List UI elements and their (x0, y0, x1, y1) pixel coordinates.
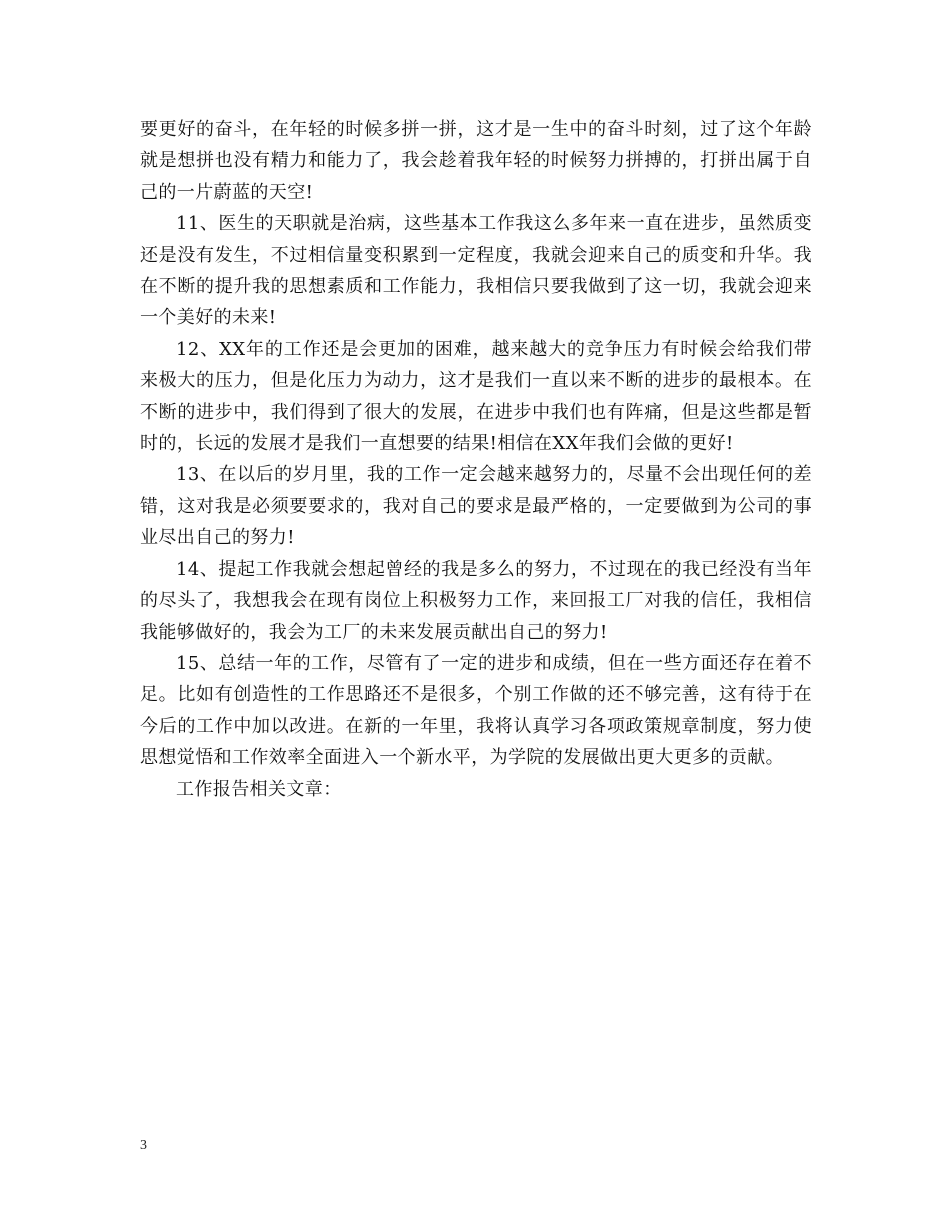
paragraph-15: 15、总结一年的工作，尽管有了一定的进步和成绩，但在一些方面还存在着不足。比如有创造性的工作思路还不是很多，个别工作做的还不够完善，这有待于在今后的工作中加以改进。在新的一年里，我将认真学习各项政策规章制度，努力使思想觉悟和工作效率全面进入一个新水平，为学院的发展做出更大更多的贡献。 (140, 652, 812, 769)
paragraph-11: 11、医生的天职就是治病，这些基本工作我这么多年来一直在进步，虽然质变还是没有发生，不过相信量变积累到一定程度，我就会迎来自己的质变和升华。我在不断的提升我的思想素质和工作能力，我相信只要我做到了这一切，我就会迎来一个美好的未来! (140, 213, 812, 329)
document-body (140, 114, 812, 805)
paragraph-12: 12、XX年的工作还是会更加的困难，越来越大的竞争压力有时候会给我们带来极大的压力，但是化压力为动力，这才是我们一直以来不断的进步的最根本。在不断的进步中，我们得到了很大的发展，在进步中我们也有阵痛，但是这些都是暂时的，长远的发展才是我们一直想要的结果!相信在XX年我们会做的更好! (140, 338, 812, 455)
paragraph-13: 13、在以后的岁月里，我的工作一定会越来越努力的，尽量不会出现任何的差错，这对我是必须要要求的，我对自己的要求是最严格的，一定要做到为公司的事业尽出自己的努力! (140, 464, 812, 549)
paragraph-14: 14、提起工作我就会想起曾经的我是多么的努力，不过现在的我已经没有当年的尽头了，我想我会在现有岗位上积极努力工作，来回报工厂对我的信任，我相信我能够做好的，我会为工厂的未来发展贡献出自己的努力! (140, 558, 812, 643)
paragraph-continued: 要更好的奋斗，在年轻的时候多拼一拼，这才是一生中的奋斗时刻，过了这个年龄就是想拼也没有精力和能力了，我会趁着我年轻的时候努力拼搏的，打拼出属于自己的一片蔚蓝的天空! (140, 119, 812, 203)
page-number: 3 (140, 1138, 147, 1153)
related-articles-heading: 工作报告相关文章： (176, 778, 342, 800)
